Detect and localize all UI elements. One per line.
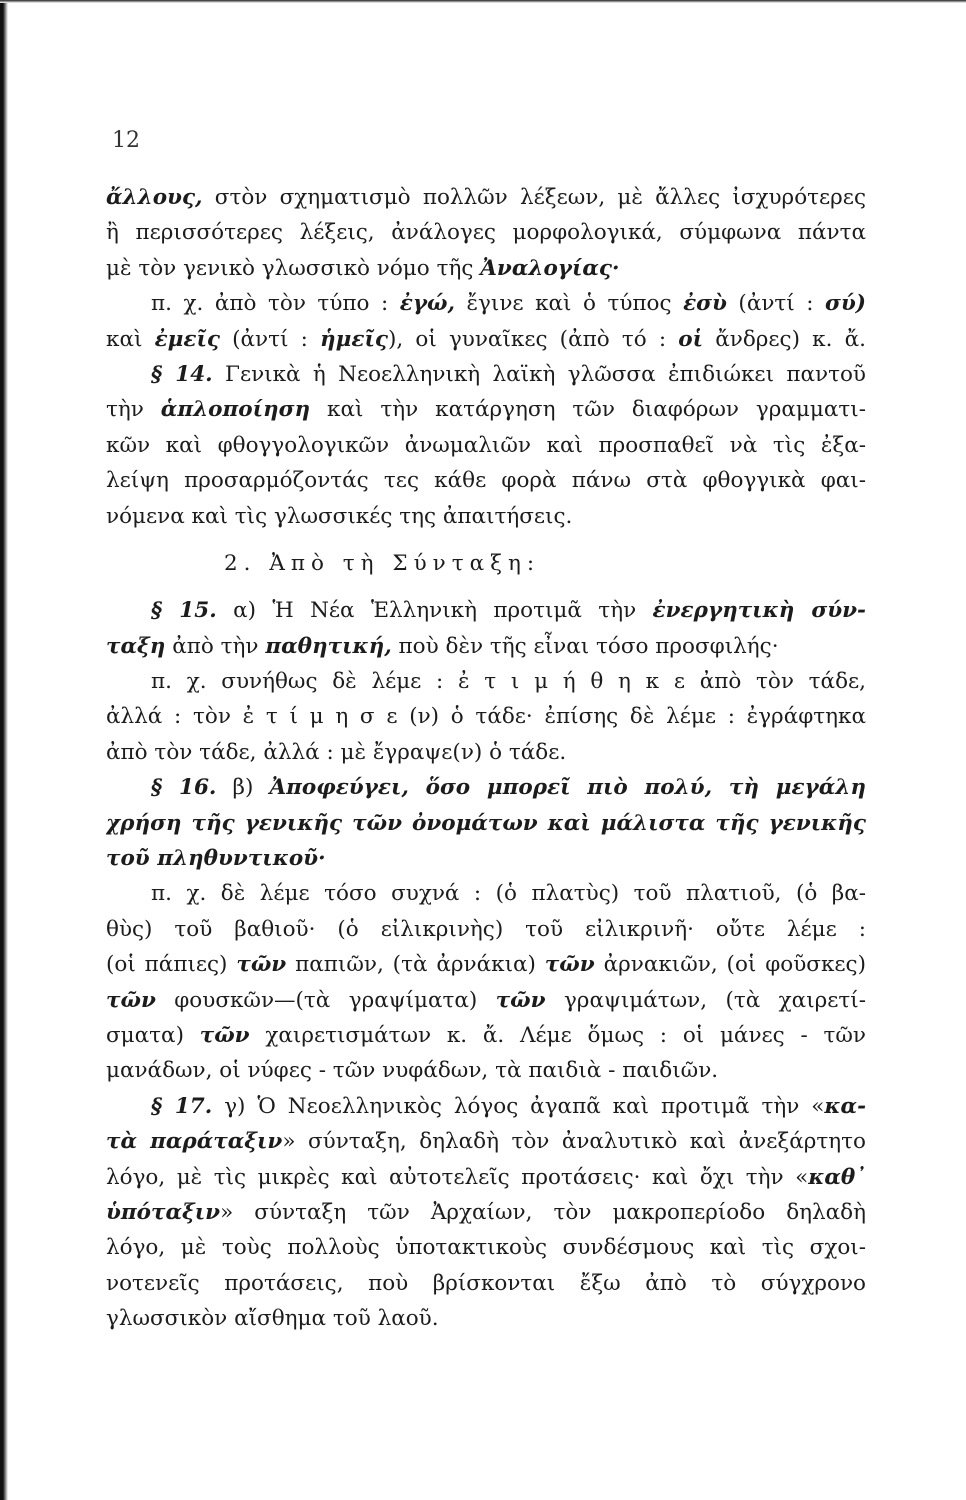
paragraph-number: § 15. (151, 598, 217, 624)
text-span: κῶν καὶ φθογγολογικῶν ἀνωμαλιῶν καὶ προσπαθεῖ νὰ τὶς ἐξα- (106, 432, 866, 458)
emphasized-text: καθ᾽ (808, 1164, 866, 1190)
emphasized-text: ἡμεῖς (320, 326, 388, 352)
text-span: π. χ. συνήθως δὲ λέμε : ἐ τ ι μ ή θ η κ ε ἀπὸ τὸν τάδε, (151, 669, 866, 695)
text-span: φουσκῶν—(τὰ γραψίματα) (155, 987, 496, 1013)
paragraph-number: § 14. (151, 361, 213, 387)
page-number: 12 (112, 128, 140, 153)
text-span: παπιῶν, (τὰ ἀρνάκια) (286, 952, 545, 978)
text-line (106, 392, 866, 427)
text-line (106, 1018, 866, 1053)
text-span: λείψη προσαρμόζοντάς τες κάθε φορὰ πάνω στὰ φθογγικὰ φαι- (106, 468, 866, 494)
text-line (106, 428, 866, 463)
text-span: θὺς) τοῦ βαθιοῦ· (ὁ εἰλικρινὴς) τοῦ εἰλικρινῆ· οὔτε λέμε : (106, 916, 866, 942)
text-line (106, 1266, 866, 1301)
text-line (106, 947, 866, 982)
text-line (106, 664, 866, 699)
emphasized-text: ἄλλους, (106, 185, 203, 210)
text-line (106, 357, 866, 392)
text-span: ἀπὸ τὴν (165, 633, 266, 659)
emphasized-text: ἐσὺ (683, 291, 727, 317)
text-line (106, 1089, 866, 1124)
text-line (106, 629, 866, 664)
text-line (106, 215, 866, 250)
text-line (106, 463, 866, 498)
text-line (106, 876, 866, 911)
emphasized-text: ὑπόταξιν (106, 1199, 221, 1225)
text-span: τὴν (106, 397, 161, 423)
text-span: » σύνταξη, δηλαδὴ τὸν ἀναλυτικὸ καὶ ἀνεξάρτητο (282, 1129, 866, 1155)
scan-top-shadow (0, 0, 966, 3)
emphasized-text: τοῦ πληθυντικοῦ· (106, 846, 326, 872)
emphasized-text: ἐνεργητικὴ σύν- (652, 598, 866, 624)
text-span: σματα) (106, 1022, 200, 1048)
text-span: γραψιμάτων, (τὰ χαιρετί- (545, 987, 866, 1013)
text-span: στὸν σχηματισμὸ πολλῶν λέξεων, μὲ ἄλλες ἰσχυρότερες (202, 185, 866, 210)
text-line (106, 983, 866, 1018)
text-span: Γενικὰ ἡ Νεοελληνικὴ λαϊκὴ γλῶσσα ἐπιδιώκει παντοῦ (212, 361, 866, 387)
text-line (106, 1160, 866, 1195)
text-line (106, 699, 866, 734)
text-span: 2. Ἀπὸ τὴ Σύνταξη: (224, 550, 541, 576)
emphasized-text: ταξη (106, 633, 166, 659)
text-span: (οἱ πάπιες) (106, 952, 237, 978)
text-span: χαιρετισμάτων κ. ἄ. Λέμε ὅμως : οἱ μάνες - τῶν (249, 1022, 866, 1048)
emphasized-text: Ἀναλογίας· (480, 255, 620, 281)
paragraph-gap (106, 581, 866, 593)
text-line (106, 322, 866, 357)
text-span: ), οἱ γυναῖκες (ἀπὸ τό : (387, 326, 679, 352)
text-span: νοτενεῖς προτάσεις, ποὺ βρίσκονται ἔξω ἀπὸ τὸ σύγχρονο (106, 1270, 866, 1296)
text-line (106, 593, 866, 628)
emphasized-text: τῶν (495, 987, 546, 1013)
text-span: π. χ. ἀπὸ τὸν τύπο : (151, 291, 400, 317)
text-line (106, 251, 866, 286)
emphasized-text: σύ) (825, 291, 866, 317)
emphasized-text: τῶν (544, 952, 595, 978)
emphasized-text: παθητική, (265, 633, 392, 659)
paragraph-gap (106, 534, 866, 546)
paragraph-number: § 16. (151, 775, 217, 801)
text-line (106, 1230, 866, 1265)
text-span: ἀρνακιῶν, (οἱ φοῦσκες) (594, 952, 866, 978)
emphasized-text: τῶν (236, 952, 287, 978)
emphasized-text: χρήση τῆς γενικῆς τῶν ὀνομάτων καὶ μάλιστα τῆς γενικῆς (106, 810, 866, 836)
text-span: ἀπὸ τὸν τάδε, ἀλλά : μὲ ἔγραψε(ν) ὁ τάδε. (106, 739, 567, 765)
text-line (106, 499, 866, 534)
scan-edge-shadow (0, 0, 8, 1500)
paragraph-number: § 17. (151, 1093, 213, 1119)
page-body-text (106, 180, 866, 1337)
text-line (106, 806, 866, 841)
emphasized-text: τῶν (199, 1022, 250, 1048)
text-line (106, 841, 866, 876)
section-heading (106, 546, 866, 581)
text-span: (ἀντί : (219, 326, 321, 352)
text-span: ποὺ δὲν τῆς εἶναι τόσο προσφιλής· (391, 633, 779, 659)
text-line (106, 1124, 866, 1159)
text-span: νόμενα καὶ τὶς γλωσσικές της ἀπαιτήσεις. (106, 503, 573, 529)
text-span: » σύνταξη τῶν Ἀρχαίων, τὸν μακροπερίοδο δηλαδὴ (220, 1199, 866, 1225)
text-span: γ) Ὁ Νεοελληνικὸς λόγος ἀγαπᾶ καὶ προτιμᾶ τὴν « (212, 1093, 825, 1119)
emphasized-text: κα- (824, 1093, 866, 1119)
text-line (106, 912, 866, 947)
text-span: α) Ἡ Νέα Ἑλληνικὴ προτιμᾶ τὴν (216, 598, 653, 624)
text-line (106, 1301, 866, 1336)
text-span: λόγο, μὲ τοὺς πολλοὺς ὑποτακτικοὺς συνδέσμους καὶ τὶς σχοι- (106, 1235, 866, 1261)
text-line (106, 180, 866, 215)
emphasized-text: οἱ (678, 326, 704, 352)
text-line (106, 735, 866, 770)
text-span: π. χ. δὲ λέμε τόσο συχνά : (ὁ πλατὺς) τοῦ πλατιοῦ, (ὁ βα- (151, 881, 866, 907)
text-span: μὲ τὸν γενικὸ γλωσσικὸ νόμο τῆς (106, 255, 481, 281)
emphasized-text: ἐγώ, (399, 291, 455, 317)
emphasized-text: Ἀποφεύγει, ὅσο μπορεῖ πιὸ πολύ, τὴ μεγάλη (269, 775, 866, 801)
text-span: ἄνδρες) κ. ἄ. (703, 326, 866, 352)
emphasized-text: τῶν (106, 987, 156, 1013)
text-span: γλωσσικὸν αἴσθημα τοῦ λαοῦ. (106, 1306, 439, 1332)
text-span: καὶ (106, 326, 155, 352)
text-span: ἀλλά : τὸν ἐ τ ί μ η σ ε (ν) ὁ τάδε· ἐπίσης δὲ λέμε : ἐγράφτηκα (106, 704, 866, 730)
text-line (106, 286, 866, 321)
text-span: ἢ περισσότερες λέξεις, ἀνάλογες μορφολογικά, σύμφωνα πάντα (106, 220, 866, 246)
text-span: (ἀντί : (726, 291, 826, 317)
text-span: καὶ τὴν κατάργηση τῶν διαφόρων γραμματι- (310, 397, 866, 423)
text-line (106, 1053, 866, 1088)
text-span: β) (216, 775, 270, 801)
text-span: μανάδων, οἱ νύφες - τῶν νυφάδων, τὰ παιδιὰ - παιδιῶν. (106, 1058, 719, 1084)
text-line (106, 770, 866, 805)
emphasized-text: ἁπλοποίηση (160, 397, 311, 423)
text-line (106, 1195, 866, 1230)
emphasized-text: ἐμεῖς (154, 326, 220, 352)
text-span: ἔγινε καὶ ὁ τύπος (455, 291, 684, 317)
emphasized-text: τὰ παράταξιν (106, 1129, 283, 1155)
text-span: λόγο, μὲ τὶς μικρὲς καὶ αὐτοτελεῖς προτάσεις· καὶ ὄχι τὴν « (106, 1164, 809, 1190)
